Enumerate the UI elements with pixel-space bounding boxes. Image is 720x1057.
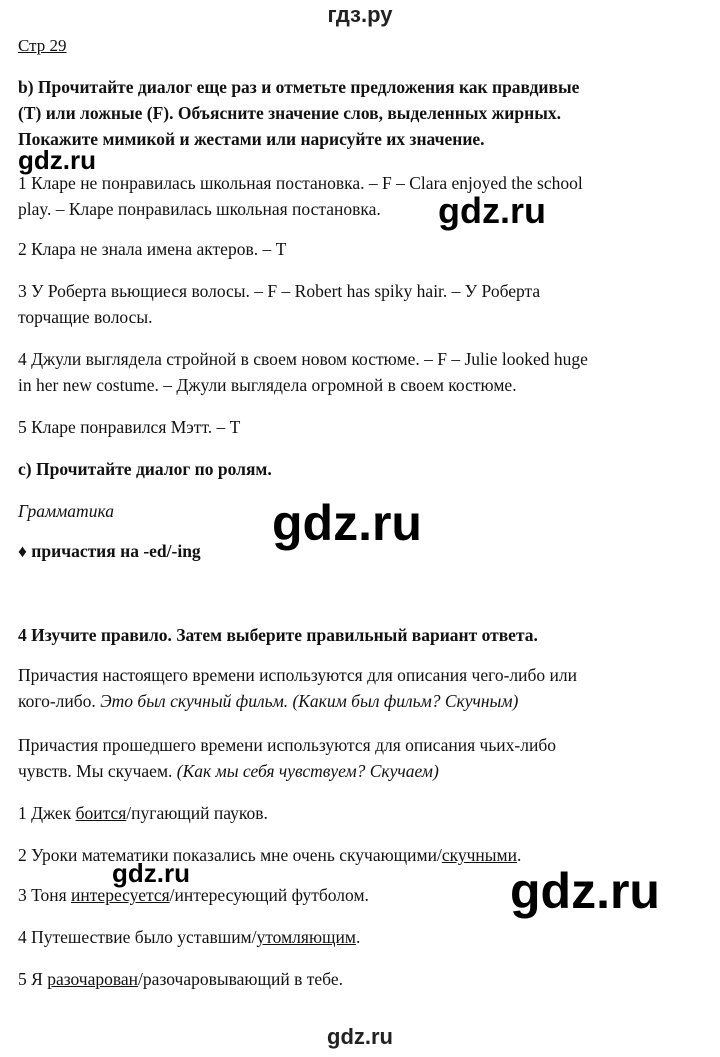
answer-2: 2 Клара не знала имена актеров. – T [18, 239, 287, 259]
watermark-gdz-5: gdz.ru [510, 863, 660, 919]
exercise-1-prefix: 1 Джек [18, 803, 76, 823]
exercise-4-answer: утомляющим [256, 927, 356, 947]
section-b-title-line-1: b) Прочитайте диалог еще раз и отметьте предложения как правдивые [18, 77, 580, 97]
answer-3-line-1: 3 У Роберта вьющиеся волосы. – F – Robert has spiky hair. – У Роберта [18, 281, 541, 301]
task-4-title: 4 Изучите правило. Затем выберите правильный вариант ответа. [18, 625, 538, 645]
exercise-2 [18, 842, 521, 868]
exercise-2-slash: / [436, 845, 442, 865]
answer-4-line-1: 4 Джули выглядела стройной в своем новом костюме. – F – Julie looked huge [18, 349, 588, 369]
watermark-gdz-4: gdz.ru [112, 858, 190, 888]
answer-5: 5 Кларе понравился Мэтт. – T [18, 417, 241, 437]
rule-1-line-1: Причастия настоящего времени используются для описания чего-либо или [18, 665, 577, 685]
exercise-4-suffix: . [355, 927, 361, 947]
exercise-2-suffix: . [516, 845, 522, 865]
answer-1-line-2: play. – Кларе понравилась школьная постановка. [18, 199, 381, 219]
section-b-title-line-3: Покажите мимикой и жестами или нарисуйте их значение. [18, 129, 485, 149]
exercise-5-prefix: 5 Я [18, 969, 48, 989]
exercise-3-alternative: интересующий [174, 885, 288, 905]
exercise-5-suffix: в тебе. [289, 969, 343, 989]
exercise-4-slash: / [251, 927, 257, 947]
exercise-3-prefix: 3 Тоня [18, 885, 72, 905]
exercise-5-answer: разочарован [47, 969, 139, 989]
exercise-3-answer: интересуется [71, 885, 170, 905]
answer-1-line-1: 1 Кларе не понравилась школьная постановка. – F – Clara enjoyed the school [18, 173, 583, 193]
site-header: гдз.ру [327, 2, 393, 27]
section-c-title: c) Прочитайте диалог по ролям. [18, 459, 272, 479]
exercise-1-alternative: пугающий [131, 803, 210, 823]
rule-1-line-2 [18, 688, 518, 714]
grammar-topic: ♦ причастия на -ed/-ing [18, 541, 201, 561]
exercise-4 [18, 924, 360, 950]
exercise-4-prefix: 4 Путешествие было уставшим [18, 927, 252, 947]
watermark-gdz-1: gdz.ru [18, 145, 96, 175]
exercise-2-prefix: 2 Уроки математики показались мне очень скучающими [18, 845, 437, 865]
exercise-1-answer: боится [75, 803, 127, 823]
grammar-label: Грамматика [18, 501, 114, 521]
exercise-1-slash: / [126, 803, 132, 823]
footer-site: gdz.ru [327, 1024, 393, 1049]
exercise-3 [18, 882, 369, 908]
rule-2-line-1: Причастия прошедшего времени используются для описания чьих-либо [18, 735, 556, 755]
rule-1-text: кого-либо. [18, 691, 101, 711]
rule-1-example: Это был скучный фильм. (Каким был фильм? Скучным) [100, 691, 519, 711]
watermark-gdz-2: gdz.ru [438, 190, 546, 231]
answer-4-line-2: in her new costume. – Джули выглядела огромной в своем костюме. [18, 375, 517, 395]
exercise-5-alternative: разочаровывающий [142, 969, 290, 989]
exercise-3-suffix: футболом. [287, 885, 369, 905]
section-b-title-line-2: (T) или ложные (F). Объясните значение слов, выделенных жирных. [18, 103, 561, 123]
exercise-3-slash: / [169, 885, 175, 905]
exercise-2-answer: скучными [441, 845, 517, 865]
rule-2-text: чувств. Мы скучаем. [18, 761, 177, 781]
exercise-5-slash: / [138, 969, 143, 989]
exercise-1 [18, 800, 268, 826]
rule-2-line-2 [18, 758, 439, 784]
rule-2-example: (Как мы себя чувствуем? Скучаем) [176, 761, 439, 781]
exercise-5 [18, 966, 343, 992]
watermark-gdz-3: gdz.ru [272, 495, 422, 551]
exercise-1-suffix: пауков. [209, 803, 268, 823]
answer-3-line-2: торчащие волосы. [18, 307, 153, 327]
page-reference: Стр 29 [18, 36, 67, 55]
